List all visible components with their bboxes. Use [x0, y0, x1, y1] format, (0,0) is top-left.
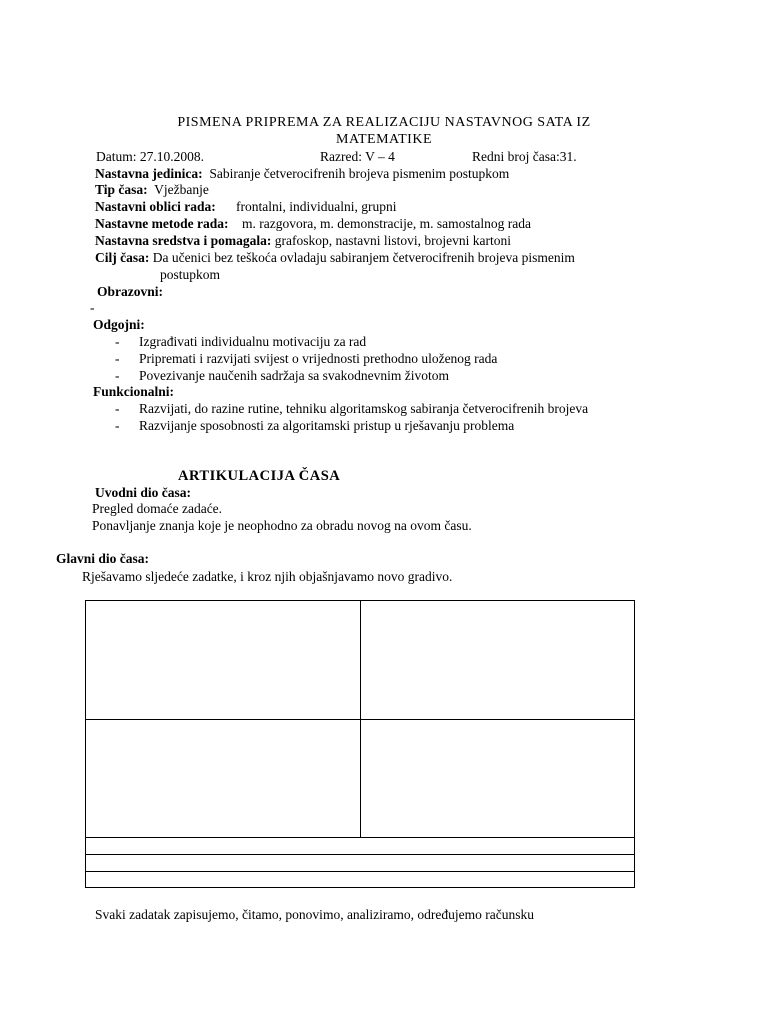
task-row: [86, 872, 635, 888]
task-cell: [86, 720, 361, 838]
field-label: Tip časa:: [95, 182, 148, 197]
bullet-dash: -: [115, 401, 120, 416]
field-label: Nastavne metode rada:: [95, 216, 229, 231]
document-title-line1: PISMENA PRIPREMA ZA REALIZACIJU NASTAVNOG SATA IZ: [177, 115, 591, 130]
odgojni-item: Izgrađivati individualnu motivaciju za rad: [139, 334, 367, 349]
glavni-text: Rješavamo sljedeće zadatke, i kroz njih objašnjavamo novo gradivo.: [82, 569, 453, 584]
field-nastavni-oblici: [95, 200, 397, 214]
field-nastavna-jedinica: [95, 167, 509, 181]
field-nastavna-sredstva: [95, 234, 511, 248]
field-value: grafoskop, nastavni listovi, brojevni kartoni: [274, 233, 511, 248]
footer-text: Svaki zadatak zapisujemo, čitamo, ponovimo, analiziramo, određujemo računsku: [95, 907, 534, 922]
field-tip-casa: [95, 183, 209, 197]
field-cilj-casa: [95, 251, 575, 265]
field-value: m. razgovora, m. demonstracije, m. samostalnog rada: [241, 216, 532, 231]
obrazovni-item: -: [90, 300, 95, 315]
field-value: Vježbanje: [154, 182, 209, 197]
task-grid: [85, 600, 635, 888]
odgojni-item: Povezivanje naučenih sadržaja sa svakodnevnim životom: [139, 368, 450, 383]
field-label: Cilj časa:: [95, 250, 150, 265]
uvodni-line: Pregled domaće zadaće.: [92, 501, 223, 516]
artikulacija-heading: ARTIKULACIJA ČASA: [178, 468, 341, 484]
bullet-dash: -: [115, 351, 120, 366]
task-row: [86, 838, 635, 855]
field-nastavne-metode: [95, 217, 531, 231]
obrazovni-heading: Obrazovni:: [97, 284, 163, 299]
task-cell: [361, 601, 635, 720]
task-cell: [86, 601, 361, 720]
odgojni-item: Pripremati i razvijati svijest o vrijednosti prethodno uloženog rada: [139, 351, 498, 366]
field-value: frontalni, individualni, grupni: [236, 199, 397, 214]
class-field: Razred: V – 4: [320, 149, 395, 164]
funkcionalni-item: Razvijati, do razine rutine, tehniku algoritamskog sabiranja četverocifrenih brojeva: [139, 401, 589, 416]
uvodni-heading: Uvodni dio časa:: [95, 485, 192, 500]
field-cilj-casa-continued: postupkom: [160, 267, 221, 282]
date-field: Datum: 27.10.2008.: [96, 149, 204, 164]
uvodni-line: Ponavljanje znanja koje je neophodno za obradu novog na ovom času.: [92, 518, 472, 533]
funkcionalni-item: Razvijanje sposobnosti za algoritamski pristup u rješavanju problema: [139, 418, 515, 433]
task-row: [86, 855, 635, 872]
lesson-number-field: Redni broj časa:31.: [472, 149, 577, 164]
funkcionalni-heading: Funkcionalni:: [93, 384, 175, 399]
field-value: Da učenici bez teškoća ovladaju sabiranjem četverocifrenih brojeva pismenim: [152, 250, 575, 265]
field-label: Nastavna jedinica:: [95, 166, 203, 181]
field-label: Nastavni oblici rada:: [95, 199, 216, 214]
field-value: Sabiranje četverocifrenih brojeva pismenim postupkom: [209, 166, 510, 181]
glavni-heading: Glavni dio časa:: [56, 551, 150, 566]
bullet-dash: -: [115, 368, 120, 383]
bullet-dash: -: [115, 418, 120, 433]
bullet-dash: -: [115, 334, 120, 349]
task-cell: [361, 720, 635, 838]
odgojni-heading: Odgojni:: [93, 317, 145, 332]
document-title-line2: MATEMATIKE: [336, 132, 432, 147]
field-label: Nastavna sredstva i pomagala:: [95, 233, 272, 248]
